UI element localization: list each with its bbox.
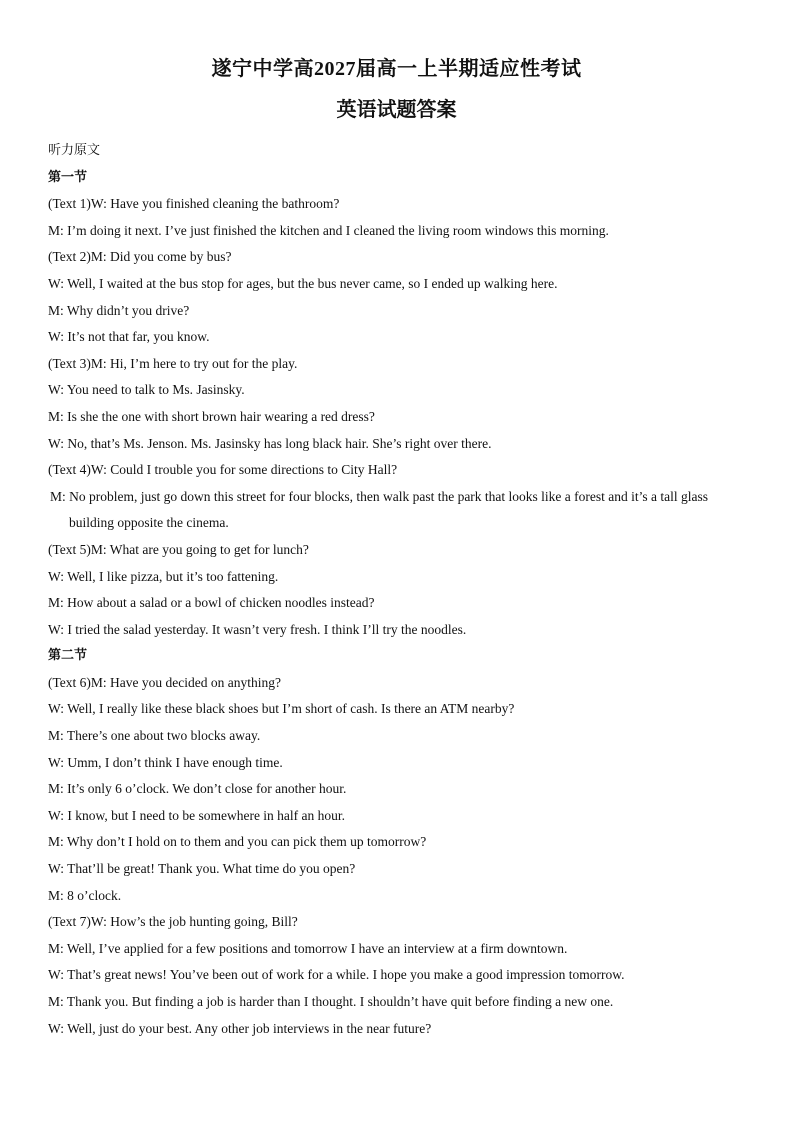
transcript-line: M: How about a salad or a bowl of chicken noodles instead? [48,595,375,611]
transcript-line: M: Why didn’t you drive? [48,302,190,318]
transcript-line: W: You need to talk to Ms. Jasinsky. [48,382,245,398]
transcript-line: M: It’s only 6 o’clock. We don’t close for another hour. [48,781,347,797]
transcript-line: M: There’s one about two blocks away. [48,728,261,744]
transcript-line-wrapped: M: No problem, just go down this street for four blocks, then walk past the park that looks like a forest and it’s a tall glass [50,488,709,504]
transcript-line-continuation: building opposite the cinema. [69,515,229,531]
transcript-line: W: That’s great news! You’ve been out of work for a while. I hope you make a good impression tomorrow. [48,967,625,983]
listening-heading: 听力原文 [48,143,101,158]
transcript-line: (Text 2)M: Did you come by bus? [48,249,232,265]
transcript-line: W: It’s not that far, you know. [48,329,210,345]
transcript-line: W: Well, just do your best. Any other job interviews in the near future? [48,1020,432,1036]
transcript-line: M: Why don’t I hold on to them and you can pick them up tomorrow? [48,834,427,850]
section-two-heading: 第二节 [48,648,88,664]
transcript-body [48,138,746,1042]
transcript-line: (Text 7)W: How’s the job hunting going, Bill? [48,914,298,930]
transcript-line: (Text 6)M: Have you decided on anything? [48,674,281,690]
transcript-line: W: That’ll be great! Thank you. What time do you open? [48,861,356,877]
transcript-line: M: Well, I’ve applied for a few positions and tomorrow I have an interview at a firm downtown. [48,940,568,956]
transcript-line: (Text 4)W: Could I trouble you for some directions to City Hall? [48,462,398,478]
transcript-line: M: 8 o’clock. [48,887,122,903]
transcript-line: W: I know, but I need to be somewhere in half an hour. [48,807,346,823]
transcript-line: M: I’m doing it next. I’ve just finished the kitchen and I cleaned the living room windows this morning. [48,222,609,238]
transcript-line: (Text 1)W: Have you finished cleaning the bathroom? [48,196,340,212]
transcript-line: (Text 3)M: Hi, I’m here to try out for the play. [48,355,298,371]
transcript-line: W: Well, I like pizza, but it’s too fattening. [48,568,279,584]
transcript-line: W: Well, I waited at the bus stop for ages, but the bus never came, so I ended up walking here. [48,275,558,291]
transcript-line: W: I tried the salad yesterday. It wasn’t very fresh. I think I’ll try the noodles. [48,621,467,637]
transcript-line: M: Is she the one with short brown hair wearing a red dress? [48,408,375,424]
transcript-line: (Text 5)M: What are you going to get for lunch? [48,541,309,557]
document-title: 遂宁中学高2027届高一上半期适应性考试 [211,58,582,80]
transcript-line: W: Umm, I don’t think I have enough time. [48,754,283,770]
transcript-line: W: Well, I really like these black shoes but I’m short of cash. Is there an ATM nearby? [48,701,515,717]
transcript-line: M: Thank you. But finding a job is harder than I thought. I shouldn’t have quit before finding a new one. [48,994,614,1009]
transcript-line: W: No, that’s Ms. Jenson. Ms. Jasinsky has long black hair. She’s right over there. [48,435,492,451]
document-subtitle: 英语试题答案 [336,99,457,121]
section-one-heading: 第一节 [48,169,88,185]
